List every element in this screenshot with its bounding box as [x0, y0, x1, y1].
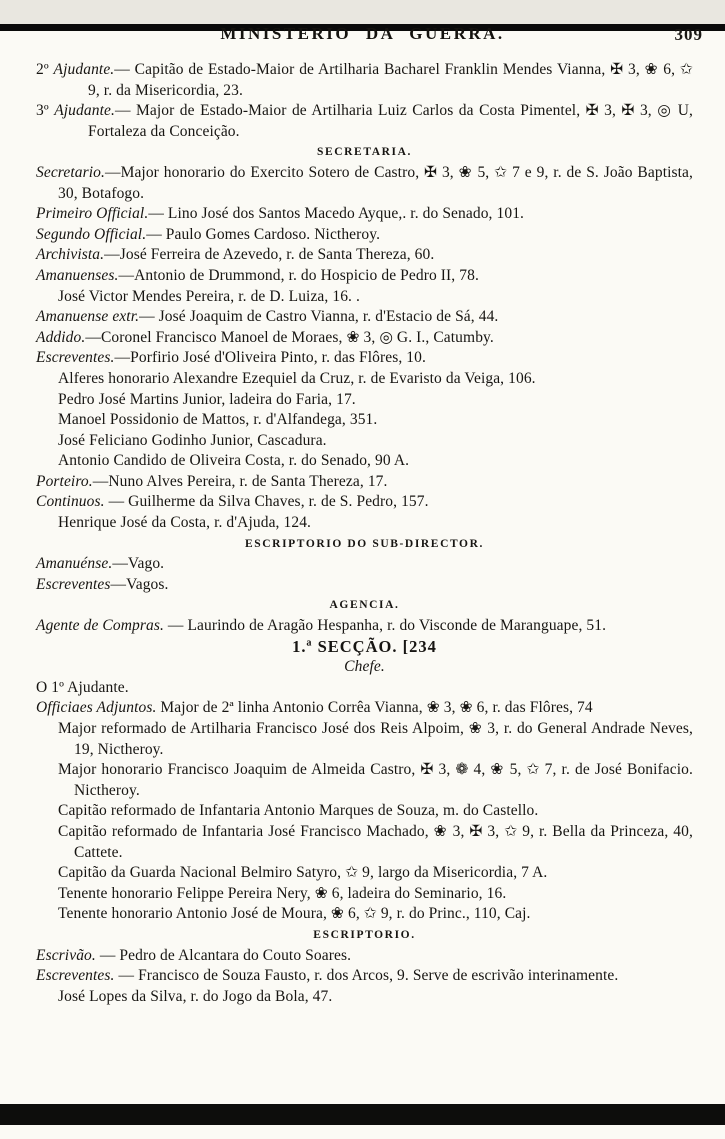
entry-lead: Escreventes — [36, 575, 111, 593]
sub-entry — [36, 801, 693, 822]
entry-text: José Feliciano Godinho Junior, Cascadura. — [58, 431, 327, 449]
sub-entry — [36, 390, 693, 411]
entry — [36, 266, 693, 287]
entry-text: Major honorario Francisco Joaquim de Almeida Castro, ✠ 3, ❁ 4, ❀ 5, ✩ 7, r. de José Bonifacio. Nictheroy. — [58, 761, 693, 799]
sub-entry — [36, 719, 693, 760]
entry-text: Tenente honorario Felippe Pereira Nery, ❀ 6, ladeira do Seminario, 16. — [58, 884, 507, 902]
page-content — [0, 58, 725, 1007]
entry — [36, 245, 693, 266]
entry — [36, 307, 693, 328]
sub-entry — [36, 822, 693, 863]
entry-lead: Escreventes. — [36, 349, 115, 367]
entry-text: —Antonio de Drummond, r. do Hospicio de Pedro II, 78. — [118, 266, 479, 284]
sub-entry — [36, 884, 693, 905]
entry-text: Capitão reformado de Infantaria José Francisco Machado, ❀ 3, ✠ 3, ✩ 9, r. Bella da Princeza, 40, Cattete. — [58, 822, 693, 861]
entry-text: — Capitão de Estado-Maior de Artilharia Bacharel Franklin Mendes Vianna, ✠ 3, ❀ 6, ✩ 9, r. da Misericordia, 23. — [88, 61, 693, 99]
entry — [36, 492, 693, 513]
entry-text: Tenente honorario Antonio José de Moura, ❀ 6, ✩ 9, r. do Princ., 110, Caj. — [58, 905, 531, 923]
entry — [36, 163, 693, 204]
page-title: MINISTERIO DA GUERRA. — [220, 24, 505, 43]
entry-lead: Segundo Official. — [36, 225, 147, 243]
entry-lead: Continuos. — [36, 493, 105, 511]
section-title: 1.ª SECÇÃO. [234 — [292, 636, 437, 656]
section-heading: SECRETARIA. — [316, 146, 413, 159]
entry — [36, 472, 693, 493]
entry-text: —Nuno Alves Pereira, r. de Santa Thereza, 17. — [92, 472, 388, 490]
entry-lead: Ajudante. — [53, 61, 115, 78]
entry-lead: Amanuénse. — [36, 555, 113, 573]
entry-text: — José Joaquim de Castro Vianna, r. d'Estacio de Sá, 44. — [139, 308, 499, 326]
page-header — [0, 24, 725, 58]
entry-lead: Amanuenses. — [36, 266, 119, 284]
entry-text: —Porfirio José d'Oliveira Pinto, r. das Flôres, 10. — [114, 349, 426, 367]
entry-text: O 1º Ajudante. — [36, 678, 129, 696]
entry-text: —José Ferreira de Azevedo, r. de Santa Thereza, 60. — [104, 246, 435, 264]
sub-entry — [36, 410, 693, 431]
entry-prefix: 3º — [36, 102, 55, 120]
sub-entry — [36, 451, 693, 472]
entry — [36, 101, 693, 142]
section-heading: ESCRIPTORIO DO SUB-DIRECTOR. — [245, 537, 484, 550]
entry — [36, 616, 693, 637]
entry — [36, 225, 693, 246]
entry-text: Major reformado de Artilharia Francisco José dos Reis Alpoim, ❀ 3, r. do General Andrade Neves, 19, Nictheroy. — [58, 720, 693, 758]
entry-lead: Agente de Compras. — [36, 617, 164, 635]
entry-text: Major de 2ª linha Antonio Corrêa Vianna, ❀ 3, ❀ 6, r. das Flôres, 74 — [156, 699, 593, 717]
entry-text: — Laurindo de Aragão Hespanha, r. do Visconde de Maranguape, 51. — [163, 617, 607, 635]
entry-text: — Guilherme da Silva Chaves, r. de S. Pedro, 157. — [104, 493, 429, 511]
sub-entry — [36, 904, 693, 925]
entry — [36, 678, 693, 699]
section-heading: AGENCIA. — [329, 599, 400, 612]
entry-text: — Paulo Gomes Cardoso. Nictheroy. — [146, 225, 381, 243]
entry-text: — Francisco de Souza Fausto, r. dos Arcos, 9. Serve de escrivão interinamente. — [114, 967, 619, 985]
entry-text: José Victor Mendes Pereira, r. de D. Luiza, 16. . — [58, 287, 360, 305]
entry-lead: Addido. — [36, 328, 86, 346]
entry-text: —Major honorario do Exercito Sotero de Castro, ✠ 3, ❀ 5, ✩ 7 e 9, r. de S. João Baptista, 30, Botafogo. — [58, 163, 693, 202]
sub-entry — [36, 431, 693, 452]
entry-lead: Officiaes Adjuntos. — [36, 699, 157, 717]
entry-text: Henrique José da Costa, r. d'Ajuda, 124. — [58, 514, 312, 532]
sub-heading: Chefe. — [344, 658, 385, 676]
entry-text: —Vagos. — [110, 575, 169, 593]
entry-text: Pedro José Martins Junior, ladeira do Faria, 17. — [58, 390, 356, 408]
sub-entry — [36, 987, 693, 1008]
scanned-page — [0, 24, 725, 1139]
sub-entry — [36, 287, 693, 308]
entry-text: Alferes honorario Alexandre Ezequiel da Cruz, r. de Evaristo da Veiga, 106. — [58, 369, 536, 387]
sub-entry — [36, 513, 693, 534]
entry-text: Capitão da Guarda Nacional Belmiro Satyro, ✩ 9, largo da Misericordia, 7 A. — [58, 864, 548, 882]
entry-lead: Secretario. — [36, 163, 105, 181]
entry — [36, 698, 693, 719]
entry-text: —Vago. — [112, 555, 165, 573]
entry — [36, 204, 693, 225]
entry — [36, 60, 693, 101]
entry-text: — Pedro de Alcantara do Couto Soares. — [95, 946, 352, 964]
section-heading: ESCRIPTORIO. — [313, 928, 416, 941]
entry-text: Manoel Possidonio de Mattos, r. d'Alfandega, 351. — [58, 411, 378, 429]
entry-lead: Amanuense extr. — [36, 308, 140, 326]
entry-lead: Ajudante. — [54, 102, 115, 120]
entry — [36, 966, 693, 987]
entry-text: Antonio Candido de Oliveira Costa, r. do Senado, 90 A. — [58, 452, 410, 470]
sub-entry — [36, 760, 693, 801]
page-number: 309 — [674, 25, 703, 44]
entry-lead: Archivista. — [36, 246, 105, 264]
entry-text: Capitão reformado de Infantaria Antonio Marques de Souza, m. do Castello. — [58, 802, 539, 820]
entry — [36, 348, 693, 369]
entry — [36, 554, 693, 575]
entry — [36, 575, 693, 596]
sub-entry — [36, 863, 693, 884]
entry-text: —Coronel Francisco Manoel de Moraes, ❀ 3, ◎ G. I., Catumby. — [85, 328, 494, 346]
entry — [36, 328, 693, 349]
sub-entry — [36, 369, 693, 390]
entry-text: — Lino José dos Santos Macedo Ayque,. r. do Senado, 101. — [148, 205, 525, 223]
entry-lead: Escreventes. — [36, 967, 115, 985]
entry-text: — Major de Estado-Maior de Artilharia Luiz Carlos da Costa Pimentel, ✠ 3, ✠ 3, ◎ U, Fortaleza da Conceição. — [88, 102, 694, 140]
entry — [36, 946, 693, 967]
entry-lead: Escrivão. — [36, 946, 96, 964]
entry-prefix: 2º — [36, 61, 54, 78]
entry-lead: Primeiro Official. — [36, 205, 149, 223]
entry-lead: Porteiro. — [36, 472, 93, 490]
entry-text: José Lopes da Silva, r. do Jogo da Bola, 47. — [58, 987, 333, 1005]
